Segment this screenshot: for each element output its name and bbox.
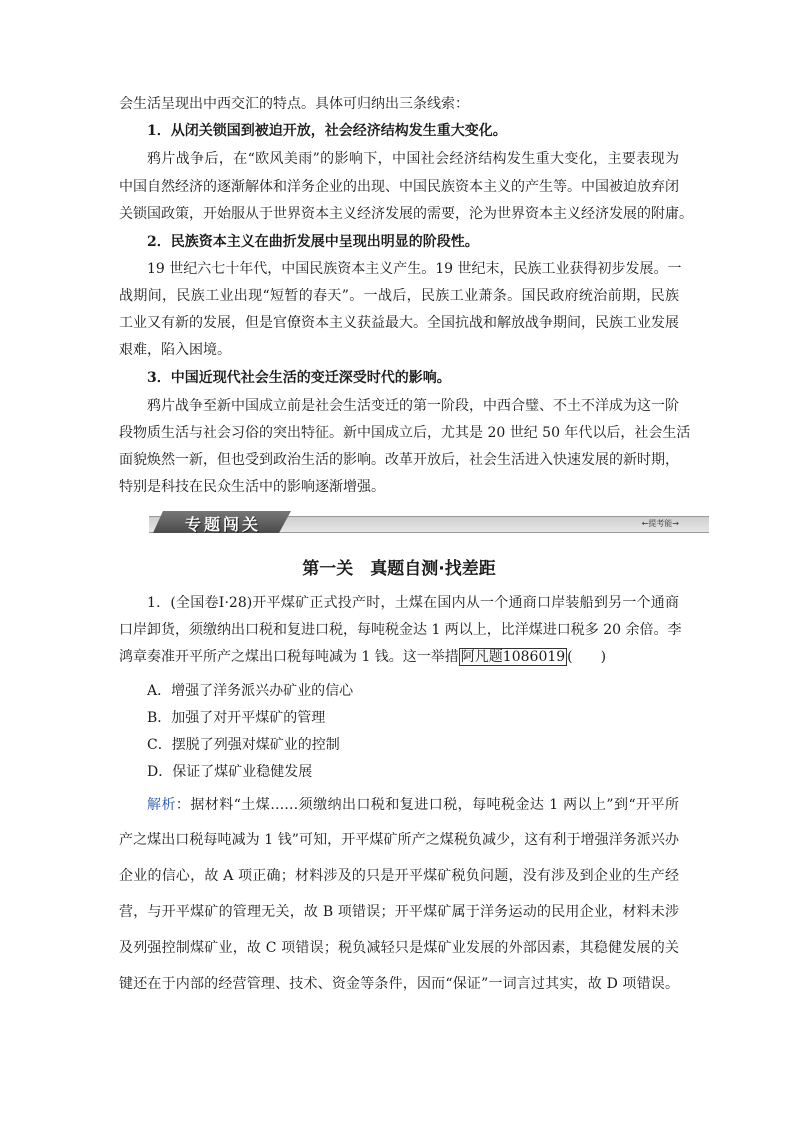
option-b: B．加强了对开平煤矿的管理 (147, 710, 326, 726)
point3-title: 3．中国近现代社会生活的变迁深受时代的影响。 (147, 370, 451, 386)
question-id: 阿凡题1086019 (460, 649, 566, 665)
section-title: 第一关 真题自测·找差距 (302, 559, 496, 579)
summary-intro: 会生活呈现出中西交汇的特点。具体可归纳出三条线索： (119, 96, 469, 112)
point3-line: 面貌焕然一新，但也受到政治生活的影响。改革开放后，社会生活进入快速发展的新时期， (119, 452, 679, 468)
point3-line: 段物质生活与社会习俗的突出特征。新中国成立后，尤其是 20 世纪 50 年代以后，社会生活 (119, 425, 691, 441)
analysis-line: 企业的信心，故 A 项正确；材料涉及的只是开平煤矿税负问题，没有涉及到企业的生产经 (119, 868, 679, 884)
analysis-line: 键还在于内部的经营管理、技术、资金等条件，因而“保证”一词言过其实，故 D 项错误。 (119, 976, 679, 992)
analysis-first-line (147, 796, 679, 814)
analysis-text: ：据材料“土煤……须缴纳出口税和复进口税，每吨税金达 1 两以上”到“开平所 (175, 797, 679, 813)
point1-line: 中国自然经济的逐渐解体和洋务企业的出现、中国民族资本主义的产生等。中国被迫放弃闭 (119, 179, 679, 195)
option-d: D．保证了煤矿业稳健发展 (147, 764, 313, 780)
question-stem-line: 口岸卸货，须缴纳出口税和复进口税，每吨税金达 1 两以上，比洋煤进口税多 20 余倍。李 (119, 622, 682, 638)
answer-blank: ( ) (567, 649, 607, 665)
option-a: A．增强了洋务派兴办矿业的信心 (147, 683, 354, 699)
analysis-line: 营，与开平煤矿的管理无关，故 B 项错误；开平煤矿属于洋务运动的民用企业，材料未涉 (119, 904, 679, 920)
point2-line: 战期间，民族工业出现“短暂的春天”。一战后，民族工业萧条。国民政府统治前期，民族 (119, 288, 679, 304)
point2-line: 艰难，陷入困境。 (119, 342, 231, 358)
question-stem-prefix: 鸿章奏准开平所产之煤出口税每吨减为 1 钱。这一举措 (119, 649, 459, 665)
analysis-line: 产之煤出口税每吨减为 1 钱”可知，开平煤矿所产之煤税负减少，这有利于增强洋务派兴办 (119, 832, 679, 848)
question-stem-last-line (119, 648, 679, 666)
point2-line: 19 世纪六七十年代，中国民族资本主义产生。19 世纪末，民族工业获得初步发展。一 (147, 261, 682, 277)
point3-line: 鸦片战争至新中国成立前是社会生活变迁的第一阶段，中西合璧、不土不洋成为这一阶 (147, 398, 679, 414)
point3-line: 特别是科技在民众生活中的影响逐渐增强。 (119, 479, 385, 495)
question-stem-line: 1．(全国卷Ⅰ·28)开平煤矿正式投产时，土煤在国内从一个通商口岸装船到另一个通商 (147, 595, 679, 611)
point1-line: 关锁国政策，开始服从于世界资本主义经济发展的需要，沦为世界资本主义经济发展的附庸。 (119, 206, 693, 222)
point2-line: 工业又有新的发展，但是官僚资本主义获益最大。全国抗战和解放战争期间，民族工业发展 (119, 315, 679, 331)
point1-line: 鸦片战争后，在“欧风美雨”的影响下，中国社会经济结构发生重大变化，主要表现为 (147, 151, 679, 167)
banner-hint: ←提考能→ (641, 519, 679, 528)
analysis-label: 解析 (147, 797, 176, 813)
point2-title: 2．民族资本主义在曲折发展中呈现出明显的阶段性。 (147, 234, 479, 250)
banner-title: 专题闯关 (185, 515, 262, 534)
point1-title: 1．从闭关锁国到被迫开放，社会经济结构发生重大变化。 (147, 123, 507, 139)
section-banner (149, 511, 709, 533)
option-c: C．摆脱了列强对煤矿业的控制 (147, 737, 340, 753)
analysis-line: 及列强控制煤矿业，故 C 项错误；税负减轻只是煤矿业发展的外部因素，其稳健发展的关 (119, 940, 679, 956)
